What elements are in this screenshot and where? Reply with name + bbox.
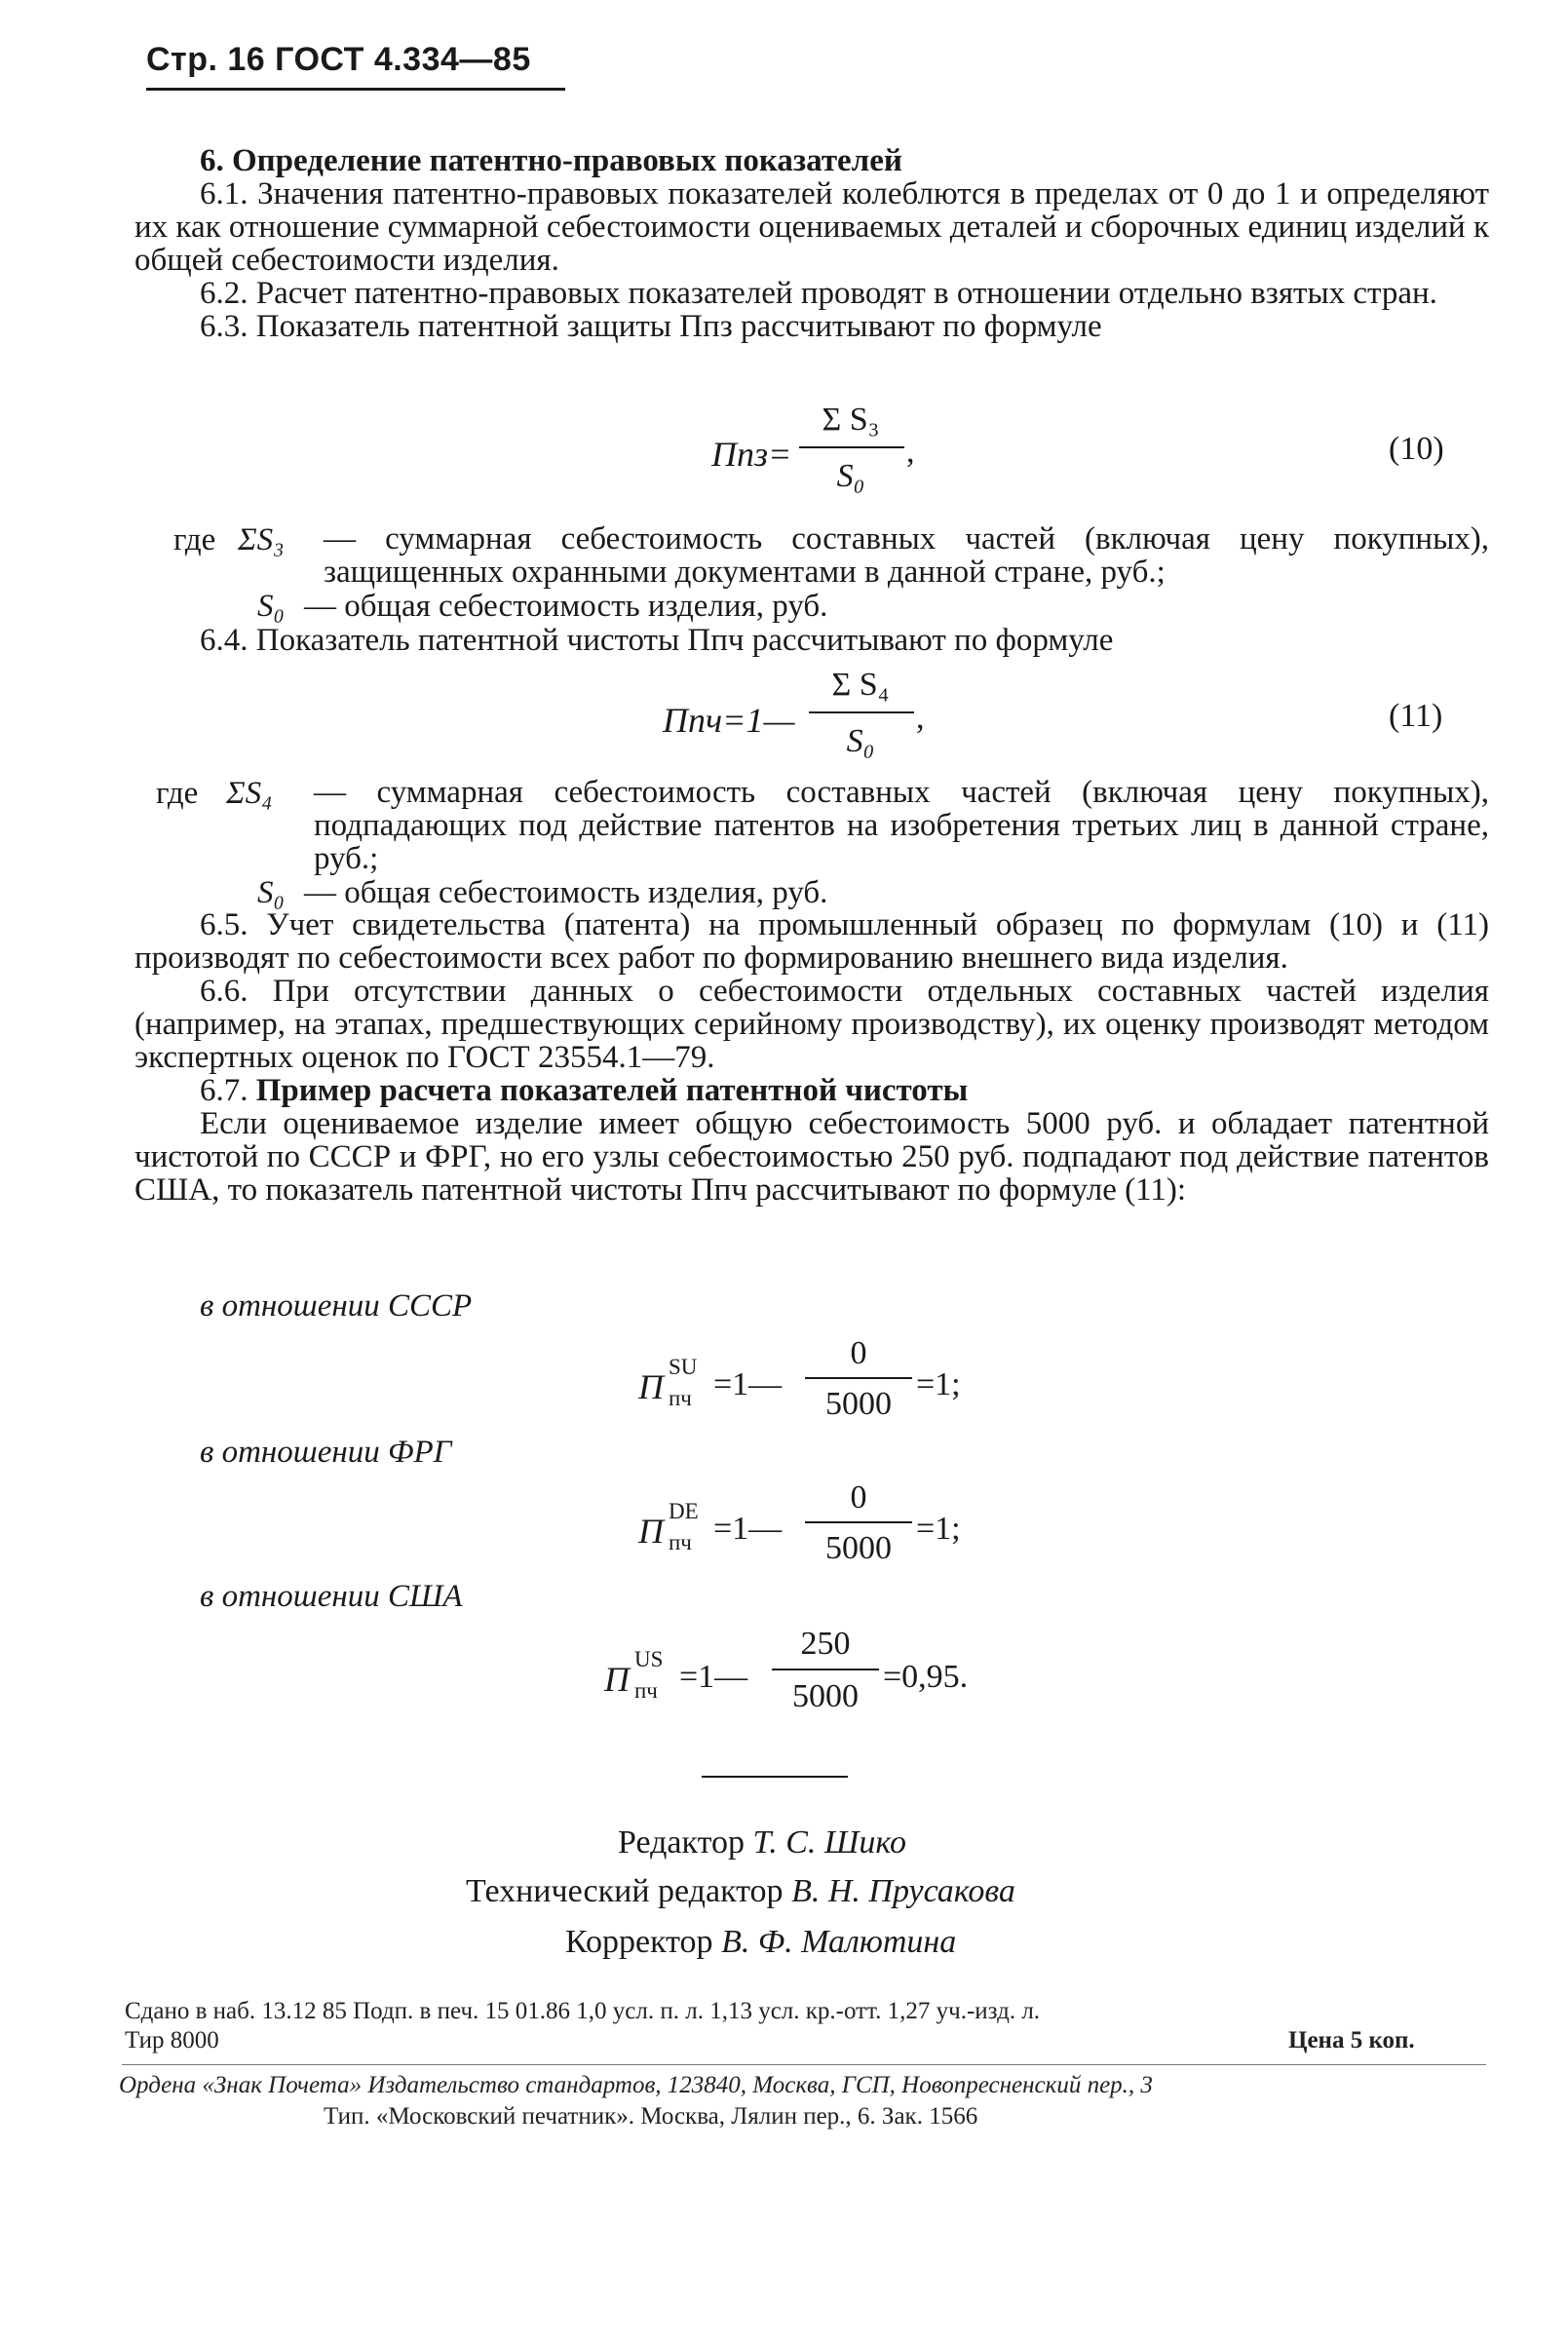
- where-10-def2: — общая себестоимость изделия, руб.: [304, 589, 828, 624]
- credit-corrector-name: В. Ф. Малютина: [721, 1924, 957, 1960]
- example-usa-symbol: П: [604, 1660, 630, 1699]
- example-ussr-sub: пч: [669, 1386, 692, 1410]
- imprint-price: Цена 5 коп.: [1288, 2027, 1415, 2053]
- imprint-rule: [122, 2064, 1486, 2065]
- paragraph-6-5: 6.5. Учет свидетельства (патента) на промышленный образец по формулам (10) и (11) производят по себестоимости всех работ по формированию внешнего вида изделия.: [134, 907, 1489, 976]
- example-ussr-sup: SU: [669, 1355, 698, 1379]
- imprint-publisher: Ордена «Знак Почета» Издательство стандартов, 123840, Москва, ГСП, Новопресненский пер., 3: [119, 2072, 1153, 2098]
- where-11-sym1: ΣS₄: [226, 776, 273, 811]
- example-usa-bar: [772, 1669, 879, 1670]
- example-ussr-denominator: 5000: [825, 1386, 892, 1422]
- example-usa-result: =0,95.: [883, 1659, 969, 1695]
- example-frg-denominator: 5000: [825, 1530, 892, 1566]
- formula-10-numerator: Σ S₃: [822, 402, 880, 438]
- imprint-line-1: Сдано в наб. 13.12 85 Подп. в печ. 15 01.86 1,0 усл. п. л. 1,13 усл. кр.-отт. 1,27 уч.-изд. л.: [125, 1998, 1041, 2024]
- example-usa-sub: пч: [634, 1678, 658, 1703]
- paragraphs-6-5-to-6-7: [134, 908, 1489, 1207]
- paragraph-6-6: 6.6. При отсутствии данных о себестоимости отдельных составных частей изделия (например, на этапах, предшествующих серийному производству), их оценку производят методом экспертных оценок по ГОСТ 23554.1—79.: [134, 974, 1489, 1075]
- example-usa-prefix: =1—: [679, 1659, 748, 1695]
- credit-editor-name: Т. С. Шико: [752, 1824, 906, 1861]
- where-11-def1: — суммарная себестоимость составных частей (включая цену покупных), подпадающих под действие патентов на изобретения третьих лиц в данной стране, руб.;: [314, 775, 1489, 876]
- formula-11-denominator: S₀: [846, 723, 875, 759]
- where-11-sym2: S₀: [257, 875, 285, 910]
- example-frg-prefix: =1—: [713, 1511, 783, 1547]
- paragraph-6-4-block: [134, 624, 1489, 657]
- header-rule: [146, 88, 565, 91]
- example-ussr-label: в отношении СССР: [200, 1288, 473, 1324]
- formula-10-comma: ,: [906, 434, 915, 470]
- paragraph-6-3: 6.3. Показатель патентной защиты Ппз рассчитывают по формуле: [200, 309, 1102, 344]
- section-heading: 6. Определение патентно-правовых показателей: [200, 143, 902, 178]
- example-frg-symbol: П: [638, 1512, 664, 1551]
- credit-corrector: [565, 1924, 956, 1961]
- example-ussr-bar: [805, 1377, 912, 1379]
- formula-11-numerator: Σ S₄: [831, 667, 890, 703]
- formula-10-lhs: Ппз=: [711, 435, 792, 474]
- credit-tech-editor-name: В. Н. Прусакова: [791, 1873, 1015, 1909]
- example-frg-bar: [805, 1521, 912, 1523]
- paragraph-6-7-text: Если оцениваемое изделие имеет общую себестоимость 5000 руб. и обладает патентной чистотой по СССР и ФРГ, но его узлы себестоимостью 250 руб. подпадают под действие патентов США, то показатель патентной чистоты Ппч рассчитывают по формуле (11):: [134, 1106, 1489, 1208]
- example-frg-sub: пч: [669, 1530, 692, 1554]
- where-10-sym1: ΣS₃: [238, 522, 285, 557]
- credit-corrector-role: Корректор: [565, 1924, 713, 1960]
- formula-10-denominator: S₀: [836, 458, 865, 494]
- credit-editor: [618, 1824, 906, 1861]
- where-10-def1: — суммарная себестоимость составных частей (включая цену покупных), защищенных охранными документами в данной стране, руб.;: [324, 521, 1489, 590]
- paragraph-6-1: 6.1. Значения патентно-правовых показателей колеблются в пределах от 0 до 1 и определяют их как отношение суммарной себестоимости оцениваемых деталей и сборочных единиц изделий к общей себестоимости изделия.: [134, 176, 1489, 278]
- example-usa-denominator: 5000: [792, 1678, 859, 1714]
- paragraph-6-4: 6.4. Показатель патентной чистоты Ппч рассчитывают по формуле: [200, 623, 1114, 658]
- example-frg-sup: DE: [669, 1499, 699, 1523]
- formula-11-bar: [809, 711, 914, 713]
- example-frg-label: в отношении ФРГ: [200, 1435, 452, 1470]
- imprint-printer: Тип. «Московский печатник». Москва, Лялин пер., 6. Зак. 1566: [324, 2103, 978, 2130]
- credit-editor-role: Редактор: [618, 1824, 745, 1861]
- formula-10-number: (10): [1389, 431, 1444, 467]
- example-ussr-symbol: П: [638, 1367, 664, 1406]
- formula-10-bar: [799, 446, 904, 448]
- separator-rule: [702, 1776, 848, 1778]
- example-frg-result: =1;: [916, 1511, 961, 1547]
- example-usa-sup: US: [634, 1647, 664, 1671]
- example-ussr-result: =1;: [916, 1366, 961, 1402]
- credit-tech-editor: [466, 1873, 1015, 1910]
- imprint-print-run: Тир 8000: [125, 2027, 219, 2053]
- formula-11-number: (11): [1389, 698, 1443, 734]
- paragraph-6-2: 6.2. Расчет патентно-правовых показателей проводят в отношении отдельно взятых стран.: [200, 276, 1437, 311]
- example-frg-numerator: 0: [850, 1479, 867, 1516]
- formula-11-comma: ,: [916, 700, 925, 736]
- example-usa-numerator: 250: [800, 1626, 851, 1662]
- where-10-sym2: S₀: [257, 589, 285, 624]
- example-ussr-numerator: 0: [850, 1335, 867, 1371]
- where-11-word: где: [156, 776, 199, 811]
- where-11-def2: — общая себестоимость изделия, руб.: [304, 875, 828, 910]
- paragraph-6-7-number: 6.7.: [200, 1073, 249, 1108]
- where-10-word: где: [173, 522, 216, 557]
- section-6-block: [134, 144, 1489, 343]
- paragraph-6-7-title: Пример расчета показателей патентной чистоты: [255, 1073, 969, 1108]
- credit-tech-editor-role: Технический редактор: [466, 1873, 784, 1909]
- formula-11-lhs: Ппч=1—: [663, 701, 795, 740]
- example-usa-label: в отношении США: [200, 1579, 463, 1614]
- page-header: Стр. 16 ГОСТ 4.334—85: [146, 41, 531, 78]
- example-ussr-prefix: =1—: [713, 1366, 783, 1402]
- paragraph-6-7-heading: [134, 1074, 1489, 1107]
